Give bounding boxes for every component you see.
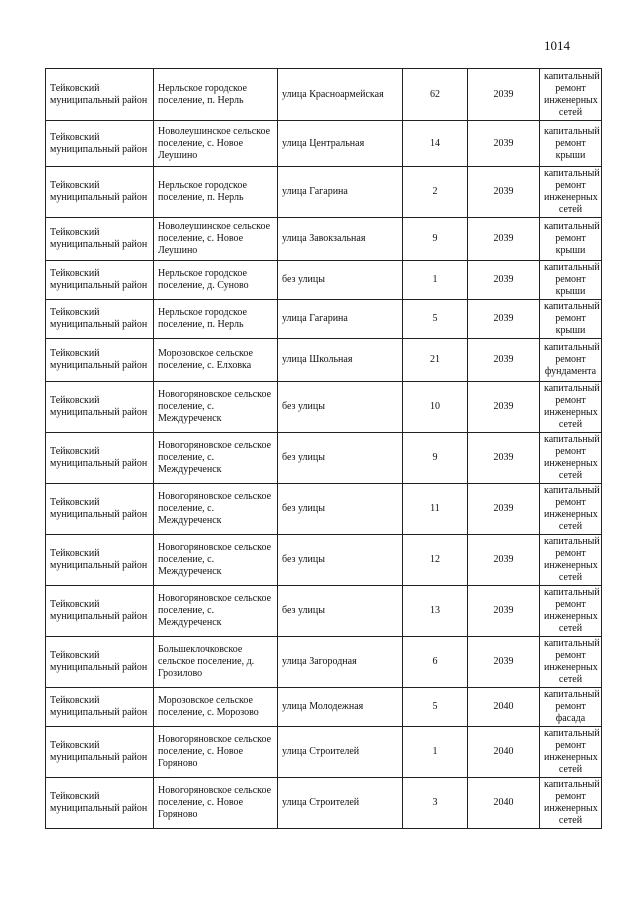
table-row [46, 382, 602, 433]
street-cell: улица Школьная [278, 339, 403, 382]
work-type-cell: капитальный ремонт инженерных сетей [540, 433, 602, 484]
work-type-cell: капитальный ремонт инженерных сетей [540, 535, 602, 586]
settlement-cell: Морозовское сельское поселение, с. Елховка [154, 339, 278, 382]
work-type-cell: капитальный ремонт инженерных сетей [540, 382, 602, 433]
settlement-cell: Новолеушинское сельское поселение, с. Новое Леушино [154, 121, 278, 167]
house-number-cell: 6 [403, 637, 468, 688]
street-cell: без улицы [278, 586, 403, 637]
district-cell: Тейковский муниципальный район [46, 300, 154, 339]
district-cell: Тейковский муниципальный район [46, 261, 154, 300]
street-cell: улица Красноармейская [278, 69, 403, 121]
table-row [46, 637, 602, 688]
table-row [46, 121, 602, 167]
settlement-cell: Новолеушинское сельское поселение, с. Новое Леушино [154, 218, 278, 261]
street-cell: улица Молодежная [278, 688, 403, 727]
house-number-cell: 1 [403, 261, 468, 300]
year-cell: 2039 [468, 300, 540, 339]
district-cell: Тейковский муниципальный район [46, 778, 154, 829]
year-cell: 2039 [468, 484, 540, 535]
year-cell: 2039 [468, 586, 540, 637]
settlement-cell: Новогоряновское сельское поселение, с. Новое Горяново [154, 778, 278, 829]
settlement-cell: Нерльское городское поселение, п. Нерль [154, 69, 278, 121]
district-cell: Тейковский муниципальный район [46, 727, 154, 778]
settlement-cell: Морозовское сельское поселение, с. Морозово [154, 688, 278, 727]
table-row [46, 433, 602, 484]
street-cell: без улицы [278, 484, 403, 535]
district-cell: Тейковский муниципальный район [46, 218, 154, 261]
year-cell: 2039 [468, 261, 540, 300]
repair-schedule-table [45, 68, 602, 829]
district-cell: Тейковский муниципальный район [46, 586, 154, 637]
work-type-cell: капитальный ремонт инженерных сетей [540, 586, 602, 637]
table-row [46, 261, 602, 300]
year-cell: 2039 [468, 218, 540, 261]
settlement-cell: Новогоряновское сельское поселение, с. Междуреченск [154, 433, 278, 484]
work-type-cell: капитальный ремонт инженерных сетей [540, 637, 602, 688]
table-row [46, 778, 602, 829]
year-cell: 2040 [468, 727, 540, 778]
work-type-cell: капитальный ремонт крыши [540, 261, 602, 300]
house-number-cell: 9 [403, 433, 468, 484]
table-row [46, 339, 602, 382]
year-cell: 2039 [468, 535, 540, 586]
year-cell: 2040 [468, 778, 540, 829]
year-cell: 2039 [468, 339, 540, 382]
work-type-cell: капитальный ремонт крыши [540, 218, 602, 261]
street-cell: без улицы [278, 261, 403, 300]
house-number-cell: 9 [403, 218, 468, 261]
house-number-cell: 13 [403, 586, 468, 637]
table-row [46, 218, 602, 261]
settlement-cell: Нерльское городское поселение, п. Нерль [154, 167, 278, 218]
year-cell: 2039 [468, 167, 540, 218]
year-cell: 2039 [468, 121, 540, 167]
year-cell: 2040 [468, 688, 540, 727]
house-number-cell: 10 [403, 382, 468, 433]
table-row [46, 535, 602, 586]
work-type-cell: капитальный ремонт фундамента [540, 339, 602, 382]
district-cell: Тейковский муниципальный район [46, 339, 154, 382]
street-cell: улица Гагарина [278, 167, 403, 218]
district-cell: Тейковский муниципальный район [46, 688, 154, 727]
district-cell: Тейковский муниципальный район [46, 382, 154, 433]
district-cell: Тейковский муниципальный район [46, 535, 154, 586]
settlement-cell: Новогоряновское сельское поселение, с. Междуреченск [154, 535, 278, 586]
district-cell: Тейковский муниципальный район [46, 637, 154, 688]
house-number-cell: 12 [403, 535, 468, 586]
street-cell: улица Строителей [278, 778, 403, 829]
district-cell: Тейковский муниципальный район [46, 121, 154, 167]
year-cell: 2039 [468, 69, 540, 121]
district-cell: Тейковский муниципальный район [46, 484, 154, 535]
work-type-cell: капитальный ремонт инженерных сетей [540, 727, 602, 778]
house-number-cell: 21 [403, 339, 468, 382]
table-row [46, 586, 602, 637]
settlement-cell: Большеклочковское сельское поселение, д. Грозилово [154, 637, 278, 688]
house-number-cell: 1 [403, 727, 468, 778]
table-row [46, 69, 602, 121]
table-row [46, 688, 602, 727]
work-type-cell: капитальный ремонт крыши [540, 121, 602, 167]
street-cell: улица Загородная [278, 637, 403, 688]
house-number-cell: 5 [403, 300, 468, 339]
street-cell: без улицы [278, 433, 403, 484]
settlement-cell: Нерльское городское поселение, п. Нерль [154, 300, 278, 339]
street-cell: улица Завокзальная [278, 218, 403, 261]
house-number-cell: 3 [403, 778, 468, 829]
street-cell: без улицы [278, 535, 403, 586]
table-row [46, 300, 602, 339]
settlement-cell: Новогоряновское сельское поселение, с. Междуреченск [154, 484, 278, 535]
settlement-cell: Новогоряновское сельское поселение, с. Междуреченск [154, 586, 278, 637]
settlement-cell: Новогоряновское сельское поселение, с. Междуреченск [154, 382, 278, 433]
district-cell: Тейковский муниципальный район [46, 433, 154, 484]
house-number-cell: 5 [403, 688, 468, 727]
house-number-cell: 11 [403, 484, 468, 535]
street-cell: улица Строителей [278, 727, 403, 778]
year-cell: 2039 [468, 433, 540, 484]
page-number: 1014 [544, 38, 570, 53]
district-cell: Тейковский муниципальный район [46, 167, 154, 218]
year-cell: 2039 [468, 637, 540, 688]
district-cell: Тейковский муниципальный район [46, 69, 154, 121]
table-row [46, 484, 602, 535]
year-cell: 2039 [468, 382, 540, 433]
house-number-cell: 2 [403, 167, 468, 218]
street-cell: улица Гагарина [278, 300, 403, 339]
street-cell: без улицы [278, 382, 403, 433]
work-type-cell: капитальный ремонт крыши [540, 300, 602, 339]
table-row [46, 167, 602, 218]
work-type-cell: капитальный ремонт инженерных сетей [540, 69, 602, 121]
work-type-cell: капитальный ремонт инженерных сетей [540, 778, 602, 829]
settlement-cell: Новогоряновское сельское поселение, с. Новое Горяново [154, 727, 278, 778]
work-type-cell: капитальный ремонт инженерных сетей [540, 167, 602, 218]
table-row [46, 727, 602, 778]
house-number-cell: 62 [403, 69, 468, 121]
work-type-cell: капитальный ремонт инженерных сетей [540, 484, 602, 535]
work-type-cell: капитальный ремонт фасада [540, 688, 602, 727]
settlement-cell: Нерльское городское поселение, д. Суново [154, 261, 278, 300]
street-cell: улица Центральная [278, 121, 403, 167]
house-number-cell: 14 [403, 121, 468, 167]
